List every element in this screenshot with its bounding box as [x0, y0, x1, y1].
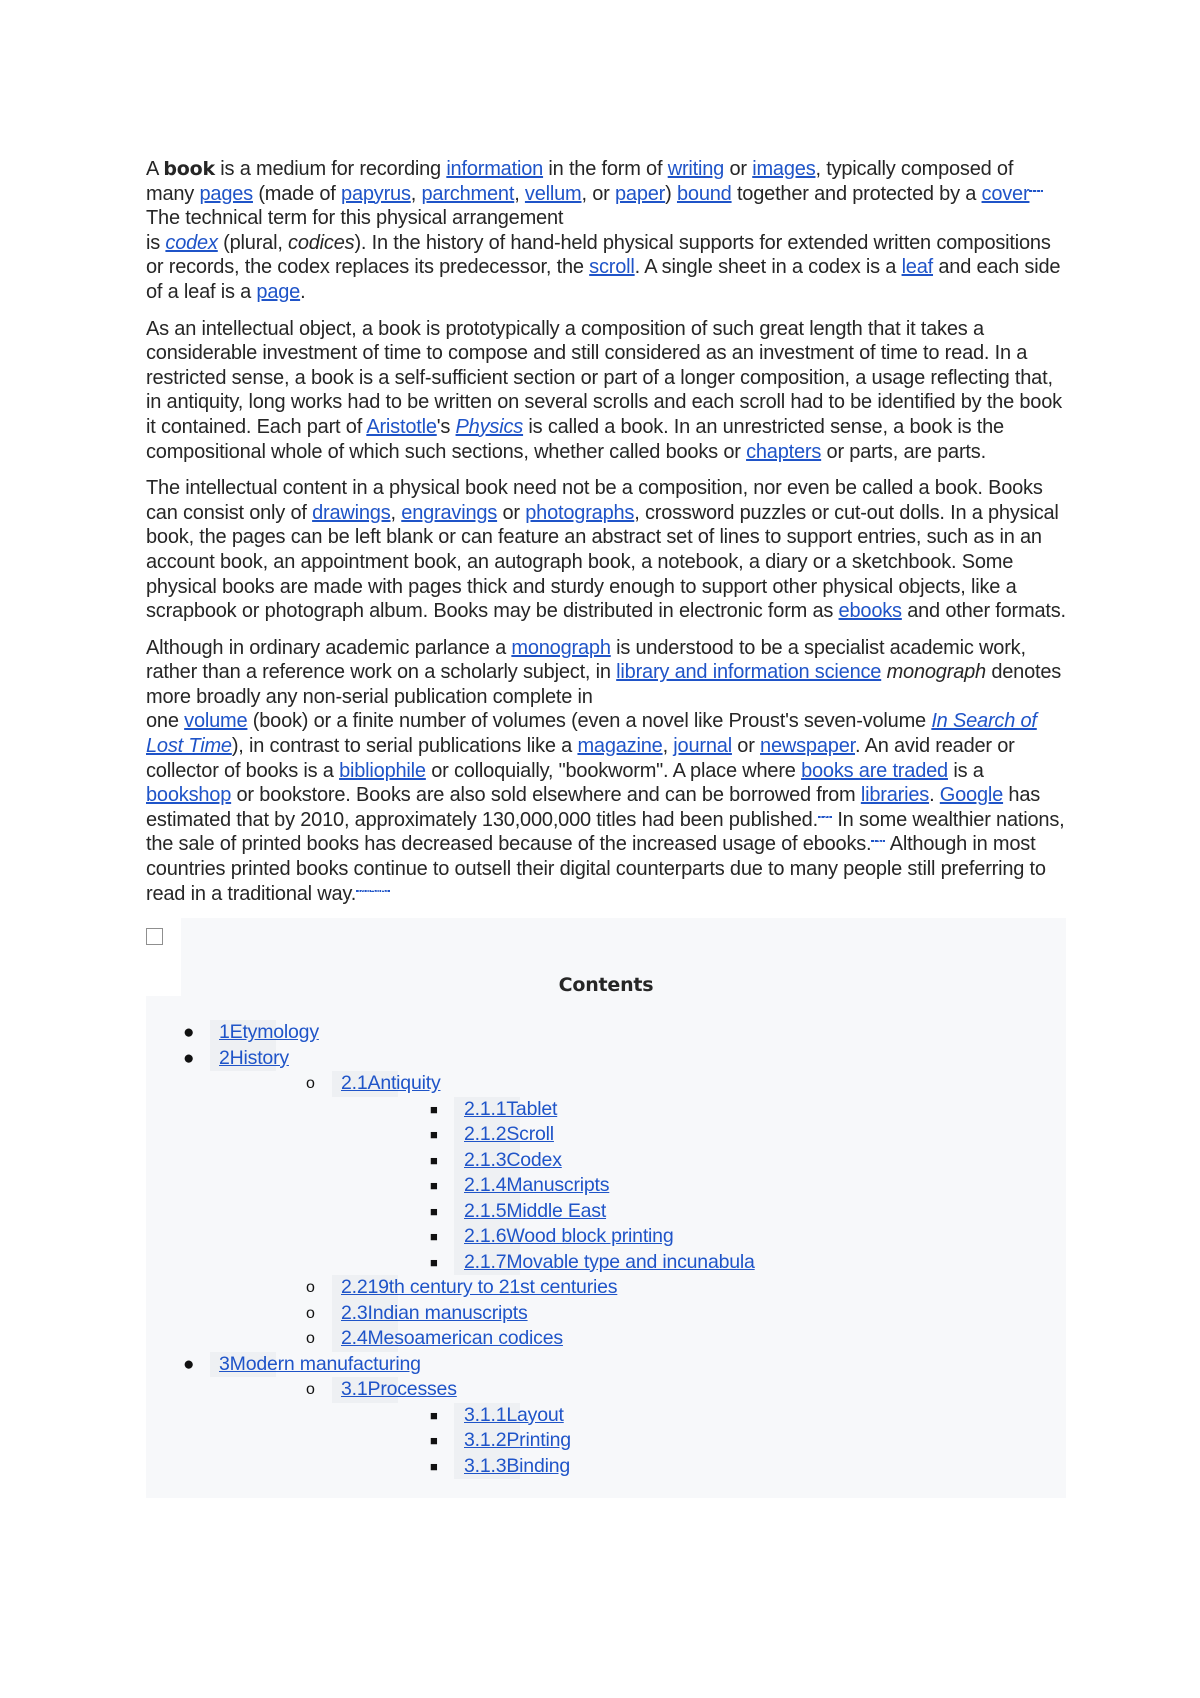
- bullet-square-icon: ■: [430, 1458, 438, 1474]
- text: . An avid reader or collector of books is a: [146, 735, 1015, 782]
- text: In some wealthier nations, the sale of printed books has decreased because of the increased usage of ebooks.: [146, 808, 1065, 856]
- link-parchment[interactable]: parchment: [421, 182, 515, 205]
- bullet-square-icon: ■: [430, 1407, 438, 1423]
- table-of-contents: [146, 918, 1066, 1498]
- toc-list: [146, 1020, 1066, 1479]
- citation-ref[interactable]: [3]: [873, 836, 884, 847]
- toc-link-mesoamerican-codices[interactable]: 2.4Mesoamerican codices: [341, 1327, 563, 1350]
- link-volume[interactable]: volume: [184, 710, 248, 733]
- toc-link-etymology[interactable]: 1Etymology: [219, 1021, 319, 1044]
- toc-link-middle-east[interactable]: 2.1.5Middle East: [464, 1199, 607, 1222]
- text: or bookstore. Books are also sold elsewhere and can be borrowed from: [231, 784, 861, 807]
- bullet-circle-icon: o: [306, 1075, 315, 1093]
- term-monograph: monograph: [886, 661, 986, 684]
- text: or: [497, 501, 526, 524]
- bullet-disc-icon: ●: [183, 1353, 195, 1375]
- link-engravings[interactable]: engravings: [401, 501, 498, 524]
- text: is understood to be a specialist academic work, rather than a reference work on a scholarly subject, in: [146, 636, 1026, 684]
- bullet-square-icon: ■: [430, 1152, 438, 1168]
- bullet-circle-icon: o: [306, 1304, 315, 1322]
- link-images[interactable]: images: [752, 158, 816, 180]
- toc-item: [146, 1020, 1066, 1046]
- toc-link-scroll[interactable]: 2.1.2Scroll: [464, 1123, 554, 1146]
- link-writing[interactable]: writing: [667, 158, 725, 180]
- text: . A single sheet in a codex is a: [634, 256, 902, 279]
- bullet-disc-icon: ●: [183, 1047, 195, 1069]
- paragraph-intellectual-object: [146, 317, 1066, 465]
- link-bound[interactable]: bound: [676, 182, 732, 205]
- bullet-square-icon: ■: [430, 1127, 438, 1143]
- text: ). In the history of hand-held physical supports for extended written compositions or records, the codex replaces its predecessor, the: [146, 231, 1051, 279]
- toc-link-manuscripts[interactable]: 2.1.4Manuscripts: [464, 1174, 610, 1197]
- link-magazine[interactable]: magazine: [577, 735, 663, 758]
- toc-link-antiquity[interactable]: 2.1Antiquity: [341, 1072, 441, 1095]
- toc-item: [146, 1250, 1066, 1276]
- toc-item: [146, 1403, 1066, 1429]
- toc-item: [146, 1377, 1066, 1403]
- toc-item: [146, 1097, 1066, 1123]
- paragraph-content: [146, 476, 1066, 624]
- citation-ref[interactable]: [1]: [1031, 185, 1042, 196]
- bullet-square-icon: ■: [430, 1101, 438, 1117]
- article-body: [146, 157, 1066, 1498]
- toc-link-movable-type[interactable]: 2.1.7Movable type and incunabula: [464, 1250, 755, 1273]
- link-journal[interactable]: journal: [673, 735, 732, 758]
- toc-item: [146, 1428, 1066, 1454]
- link-scroll[interactable]: scroll: [589, 256, 635, 279]
- link-information[interactable]: information: [446, 158, 544, 180]
- text: is a: [947, 759, 984, 782]
- toc-title: Contents: [558, 974, 654, 997]
- text: in the form of: [543, 158, 668, 180]
- toc-item: [146, 1275, 1066, 1301]
- text: The technical term for this physical arrangement: [146, 207, 564, 230]
- text: ,: [390, 501, 402, 524]
- toc-link-wood-block-printing[interactable]: 2.1.6Wood block printing: [464, 1225, 674, 1248]
- text: or colloquially, "bookworm". A place where: [425, 759, 802, 782]
- toc-link-codex[interactable]: 2.1.3Codex: [464, 1148, 562, 1171]
- toc-link-modern-manufacturing[interactable]: 3Modern manufacturing: [219, 1352, 421, 1375]
- text: or: [731, 735, 761, 758]
- link-drawings[interactable]: drawings: [312, 501, 391, 524]
- text: and each side of a leaf is a: [146, 256, 1061, 303]
- link-paper[interactable]: paper: [614, 182, 666, 205]
- toc-toggle-checkbox[interactable]: [146, 928, 163, 945]
- text: ), in contrast to serial publications like a: [231, 735, 578, 758]
- text: Although in ordinary academic parlance a: [146, 636, 512, 659]
- bullet-square-icon: ■: [430, 1203, 438, 1219]
- toc-link-indian-manuscripts[interactable]: 2.3Indian manuscripts: [341, 1301, 528, 1324]
- link-page[interactable]: page: [256, 280, 301, 303]
- text: or: [724, 158, 753, 180]
- link-vellum[interactable]: vellum: [524, 182, 582, 205]
- bullet-square-icon: ■: [430, 1254, 438, 1270]
- text: together and protected by a: [731, 182, 982, 205]
- toc-item: [146, 1122, 1066, 1148]
- text: ,: [662, 735, 674, 758]
- text: denotes more broadly any non-serial publication complete in: [146, 661, 1062, 708]
- citation-ref[interactable]: [4][5][6]: [358, 885, 389, 896]
- link-leaf[interactable]: leaf: [901, 256, 934, 279]
- link-in-search-of-lost-time[interactable]: In Search of Lost Time: [146, 710, 1037, 758]
- toc-item: [146, 1173, 1066, 1199]
- toc-item: [146, 1199, 1066, 1225]
- link-bookshop[interactable]: bookshop: [146, 784, 232, 807]
- toc-item: [146, 1454, 1066, 1480]
- text: .: [929, 784, 940, 807]
- text: , typically composed of many: [146, 158, 1014, 205]
- term-book: book: [163, 158, 215, 180]
- link-aristotle[interactable]: Aristotle: [366, 415, 437, 438]
- text: ): [665, 182, 677, 205]
- text: , crossword puzzles or cut-out dolls. In a physical book, the pages can be left blank or can feature an abstract set of lines to support entries, such as in an account book, an appointment book, an autograph book, a notebook, a diary or a sketchbook. Some physical books are made with pages thick and sturdy enough to support other physical objects, like a scrapbook or photograph album. Books may be distributed in electronic form as: [146, 501, 1059, 623]
- text: Although in most countries printed books continue to outsell their digital counterparts due to many people still preferring to read in a traditional way.: [146, 833, 1046, 905]
- toc-item: [146, 1046, 1066, 1072]
- toc-link-19th-century[interactable]: 2.219th century to 21st centuries: [341, 1276, 618, 1299]
- link-physics[interactable]: Physics: [455, 415, 524, 438]
- text: (book) or a finite number of volumes (even a novel like Proust's seven-volume: [247, 710, 932, 733]
- toc-item: [146, 1326, 1066, 1352]
- toc-item: [146, 1301, 1066, 1327]
- bullet-square-icon: ■: [430, 1229, 438, 1245]
- text: has estimated that by 2010, approximately 130,000,000 titles had been published.: [146, 784, 1041, 831]
- term-codices: codices: [288, 231, 355, 254]
- text: (made of: [252, 182, 342, 205]
- text: is called a book. In an unrestricted sense, a book is the compositional whole of which such sections, whether called books or: [146, 415, 1004, 463]
- bullet-square-icon: ■: [430, 1178, 438, 1194]
- bullet-circle-icon: o: [306, 1279, 315, 1297]
- link-codex[interactable]: codex: [165, 231, 218, 254]
- text: .: [300, 280, 306, 303]
- paragraph-intro: [146, 157, 1066, 305]
- text: and other formats.: [901, 600, 1066, 623]
- bullet-square-icon: ■: [430, 1433, 438, 1449]
- link-bibliophile[interactable]: bibliophile: [339, 759, 426, 782]
- bullet-circle-icon: o: [306, 1381, 315, 1399]
- citation-ref[interactable]: [2]: [819, 811, 830, 822]
- toc-item: [146, 1352, 1066, 1378]
- text: is: [146, 231, 166, 254]
- link-papyrus[interactable]: papyrus: [341, 182, 411, 205]
- link-libraries[interactable]: libraries: [860, 784, 930, 807]
- text: one: [146, 710, 185, 733]
- text: The intellectual content in a physical book need not be a composition, nor even be called a book. Books can consist only of: [146, 477, 1043, 524]
- link-google[interactable]: Google: [939, 784, 1004, 807]
- text: A: [146, 158, 164, 180]
- link-newspaper[interactable]: newspaper: [760, 735, 855, 758]
- toc-link-binding[interactable]: 3.1.3Binding: [464, 1454, 571, 1477]
- text: is a medium for recording: [214, 158, 447, 180]
- toc-link-printing[interactable]: 3.1.2Printing: [464, 1429, 571, 1452]
- link-photographs[interactable]: photographs: [525, 501, 635, 524]
- link-pages[interactable]: pages: [199, 182, 253, 205]
- text: ,: [514, 182, 525, 205]
- toc-link-processes[interactable]: 3.1Processes: [341, 1378, 457, 1401]
- toc-item: [146, 1148, 1066, 1174]
- link-library-science[interactable]: library and information science: [616, 661, 882, 684]
- toc-link-history[interactable]: 2History: [219, 1046, 289, 1069]
- toc-link-layout[interactable]: 3.1.1Layout: [464, 1403, 564, 1426]
- text: As an intellectual object, a book is prototypically a composition of such great length that it takes a considerable investment of time to compose and still considered as an investment of time to read. In a restricted sense, a book is a self-sufficient section or part of a longer composition, a usage reflecting that, in antiquity, long works had to be written on several scrolls and each scroll had to be identified by the book it contained. Each part of: [146, 317, 1062, 438]
- text: , or: [581, 182, 615, 205]
- link-monograph[interactable]: monograph: [511, 636, 611, 659]
- text: 's: [436, 415, 456, 438]
- link-books-are-traded[interactable]: books are traded: [801, 759, 948, 782]
- toc-item: [146, 1224, 1066, 1250]
- link-chapters[interactable]: chapters: [746, 440, 822, 463]
- link-ebooks[interactable]: ebooks: [838, 600, 902, 623]
- text: (plural,: [217, 231, 289, 254]
- text: or parts, are parts.: [821, 440, 986, 463]
- text: ,: [410, 182, 422, 205]
- toc-item: [146, 1071, 1066, 1097]
- bullet-disc-icon: ●: [183, 1022, 195, 1044]
- bullet-circle-icon: o: [306, 1330, 315, 1348]
- paragraph-monograph: [146, 636, 1066, 907]
- link-cover[interactable]: cover: [981, 182, 1030, 205]
- toc-link-tablet[interactable]: 2.1.1Tablet: [464, 1097, 558, 1120]
